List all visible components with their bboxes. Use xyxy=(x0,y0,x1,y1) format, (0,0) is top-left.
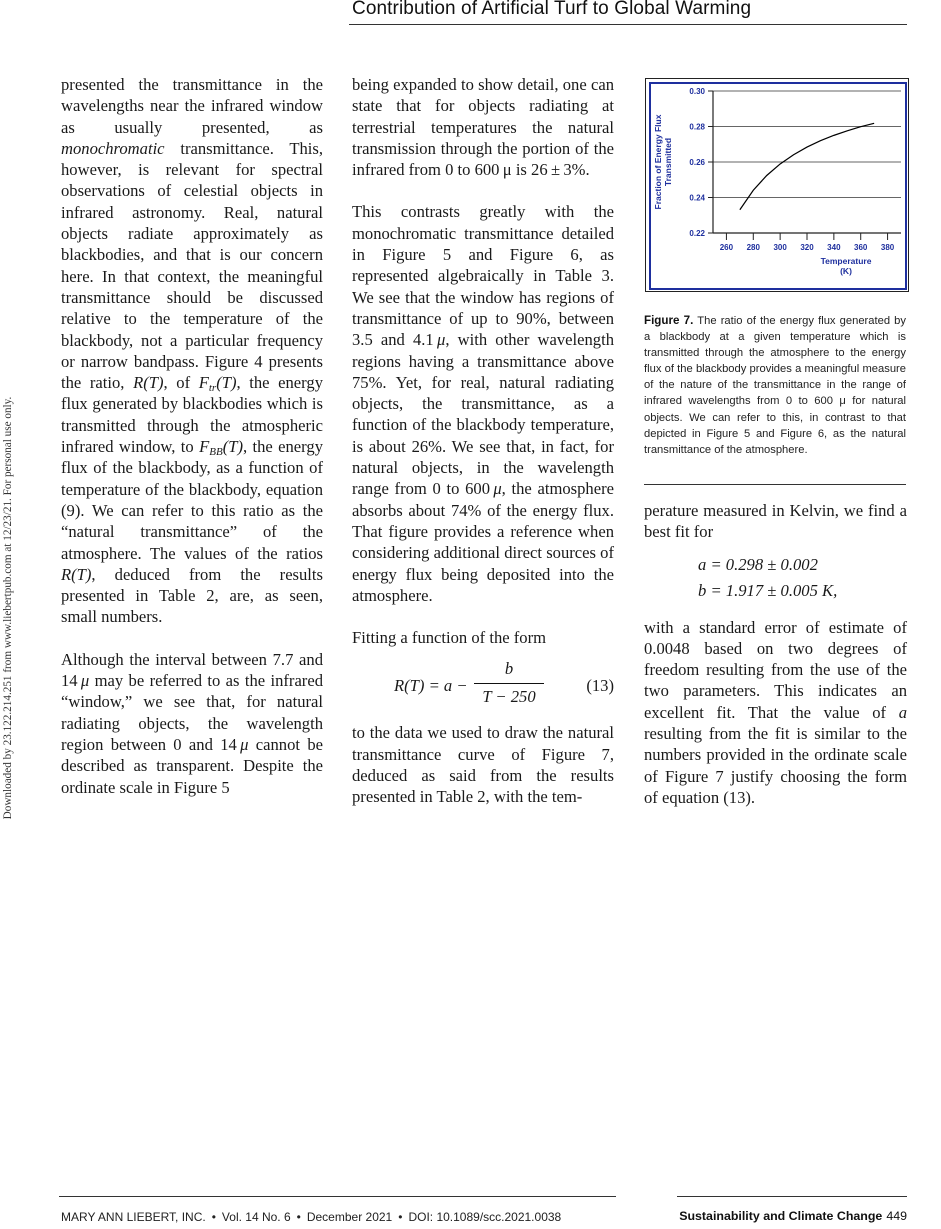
issue-date: December 2021 xyxy=(306,1210,393,1224)
fit-a: a = 0.298 ± 0.002 xyxy=(698,554,818,574)
text-column-middle xyxy=(352,74,614,808)
math-var: μ xyxy=(437,330,446,350)
series-line xyxy=(740,123,874,209)
separator: • xyxy=(296,1210,301,1224)
y-tick-label: 0.26 xyxy=(689,158,705,167)
header-rule xyxy=(349,24,907,25)
x-tick-label: 380 xyxy=(880,243,895,252)
journal-name: Sustainability and Climate Change xyxy=(679,1209,883,1223)
x-tick-label: 260 xyxy=(719,243,734,252)
paragraph xyxy=(61,74,323,628)
equation-lhs: R(T) = a − xyxy=(394,676,468,696)
x-tick-label: 320 xyxy=(800,243,814,252)
text-column-left xyxy=(61,74,323,798)
figure-7-chart xyxy=(651,84,905,288)
text-run: resulting from the fit is similar to the numbers provided in the ordinate scale of Figure 7 justify choosing the form of equation (13). xyxy=(644,724,907,807)
paragraph: perature measured in Kelvin, we find a best fit for xyxy=(644,501,907,542)
text-run: , the energy flux of the blackbody, as a function of temperature of the blackbody, equation (9). We can refer to this ratio as the “natural transmittance” of the atmosphere. The values of the ratios xyxy=(61,437,323,563)
separator: • xyxy=(211,1210,216,1224)
math-subscript: tr xyxy=(208,382,217,395)
math-subscript: BB xyxy=(209,446,223,459)
fit-results xyxy=(644,552,907,604)
x-tick-label: 340 xyxy=(827,243,841,252)
paragraph: being expanded to show detail, one can state that for objects radiating at terrestrial temperatures the natural transmission through the portion of the infrared from 0 to 600 μ is 26 ± 3%. xyxy=(352,75,614,180)
fraction-bar xyxy=(474,683,544,684)
y-axis-label-line2: Transmitted xyxy=(663,137,673,187)
volume: Vol. 14 No. 6 xyxy=(221,1210,291,1224)
math-var: μ xyxy=(80,671,90,691)
figure-label: Figure 7. xyxy=(644,314,694,327)
text-run: transmittance. This, however, is relevant for spectral observations of celestial objects in infrared astronomy. Real, natural objects radiate approximately as blackbodies, and that is our concern here. In that context, the meaningful transmittance should be discussed relative to the temperature of the blackbody, not a particular frequency or narrow bandpass. Figure 4 presents the ratio, xyxy=(61,138,323,393)
text-run: , of xyxy=(163,373,199,393)
math-var: (T) xyxy=(222,437,243,457)
math-var: R(T) xyxy=(133,373,164,393)
separator: • xyxy=(398,1210,403,1224)
publisher: MARY ANN LIEBERT, INC. xyxy=(61,1210,206,1224)
text-column-right xyxy=(644,500,907,808)
text-run: This contrasts greatly with the monochromatic transmittance detailed in Figure 5 and Figure 6, as represented algebraically in Table 3. We see that the window has regions of transmittance of up to 90%, between 3.5 and 4.1 xyxy=(352,202,614,350)
x-tick-label: 280 xyxy=(746,243,760,252)
paragraph xyxy=(644,617,907,809)
x-tick-label: 300 xyxy=(773,243,787,252)
text-run: , with other wavelength regions having a transmittance above 75%. Yet, for real, natural radiating objects, the transmittance, as a function of the blackbody temperature, is about 26%. We see that, in fact, for natural objects, in the wavelength range from 0 to 600 xyxy=(352,330,614,499)
x-axis-label: Temperature xyxy=(820,256,872,266)
math-var: μ xyxy=(240,734,249,754)
equation-number: (13) xyxy=(586,676,614,696)
y-tick-label: 0.24 xyxy=(689,193,705,203)
equation-13 xyxy=(352,658,614,716)
paragraph: Fitting a function of the form xyxy=(352,628,547,648)
doi: DOI: 10.1089/scc.2021.0038 xyxy=(408,1210,562,1224)
paragraph xyxy=(352,201,614,606)
text-run: Although the interval between 7.7 and 14 xyxy=(61,649,323,691)
footer-journal xyxy=(679,1209,907,1223)
math-var: a xyxy=(898,702,907,722)
figure-7-frame xyxy=(649,82,907,290)
x-tick-label: 360 xyxy=(854,243,868,252)
y-axis-label: Fraction of Energy Flux xyxy=(653,114,663,210)
math-var: μ xyxy=(493,479,502,499)
download-watermark xyxy=(0,0,16,1229)
math-var: (T) xyxy=(216,373,237,393)
text-run: , the atmosphere absorbs about 74% of the energy flux. That figure provides a reference when considering additional direct sources of energy flux being deposited into the atmosphere. xyxy=(352,479,614,605)
caption-rule xyxy=(644,484,906,485)
caption-text: The ratio of the energy flux generated by a blackbody at a given temperature which is transmitted through the atmosphere to the energy flux of the blackbody provides a meaningful measure of the nature of the transmittance in the range of infrared wavelengths from 0 to 600 μ for natural objects. We can refer to this, in contrast to that depicted in Figure 5 and Figure 6, as the natural transmittance of the atmosphere. xyxy=(644,315,906,456)
text-run: presented the transmittance in the wavelengths near the infrared window as usually presented, as xyxy=(61,75,323,137)
equation-denominator: T − 250 xyxy=(482,686,536,706)
running-title: Contribution of Artificial Turf to Global Warming xyxy=(352,0,752,19)
equation-fraction xyxy=(474,658,544,707)
text-run: with a standard error of estimate of 0.0048 based on two degrees of freedom resulting from the use of the two parameters. This indicates an excellent fit. That the value of xyxy=(644,617,907,722)
text-run: , deduced from the results presented in Table 2, are, as seen, small numbers. xyxy=(61,564,323,627)
math-var: F xyxy=(199,437,210,457)
page-number: 449 xyxy=(886,1209,907,1223)
footer-rule-left xyxy=(59,1196,616,1197)
text-run: , the energy flux generated by blackbodies which is transmitted through the atmospheric infrared window, to xyxy=(61,373,323,457)
y-tick-label: 0.28 xyxy=(689,122,705,132)
math-var: F xyxy=(198,373,209,393)
figure-7 xyxy=(645,78,909,292)
y-tick-label: 0.22 xyxy=(689,229,705,238)
fit-b: b = 1.917 ± 0.005 K, xyxy=(698,580,838,600)
paragraph: to the data we used to draw the natural transmittance curve of Figure 7, deduced as said from the results presented in Table 2, with the tem- xyxy=(352,723,614,807)
text-run: may be referred to as the infrared “window,” we see that, for natural radiating objects, the wavelength region between 0 and 14 xyxy=(61,671,323,754)
figure-7-caption xyxy=(644,313,906,458)
paragraph xyxy=(61,649,323,798)
math-var: R(T) xyxy=(61,564,92,584)
text-run-italic: monochromatic xyxy=(61,138,165,158)
equation-numerator: b xyxy=(504,659,514,679)
footer-citation xyxy=(61,1210,561,1224)
download-watermark-text: Downloaded by 23.122.214.251 from www.liebertpub.com at 12/23/21. For personal use only. xyxy=(2,396,14,820)
text-run: cannot be described as transparent. Despite the ordinate scale in Figure 5 xyxy=(61,734,323,797)
x-axis-label-unit: (K) xyxy=(840,266,852,276)
footer-rule-right xyxy=(677,1196,907,1197)
y-tick-label: 0.30 xyxy=(689,87,705,96)
